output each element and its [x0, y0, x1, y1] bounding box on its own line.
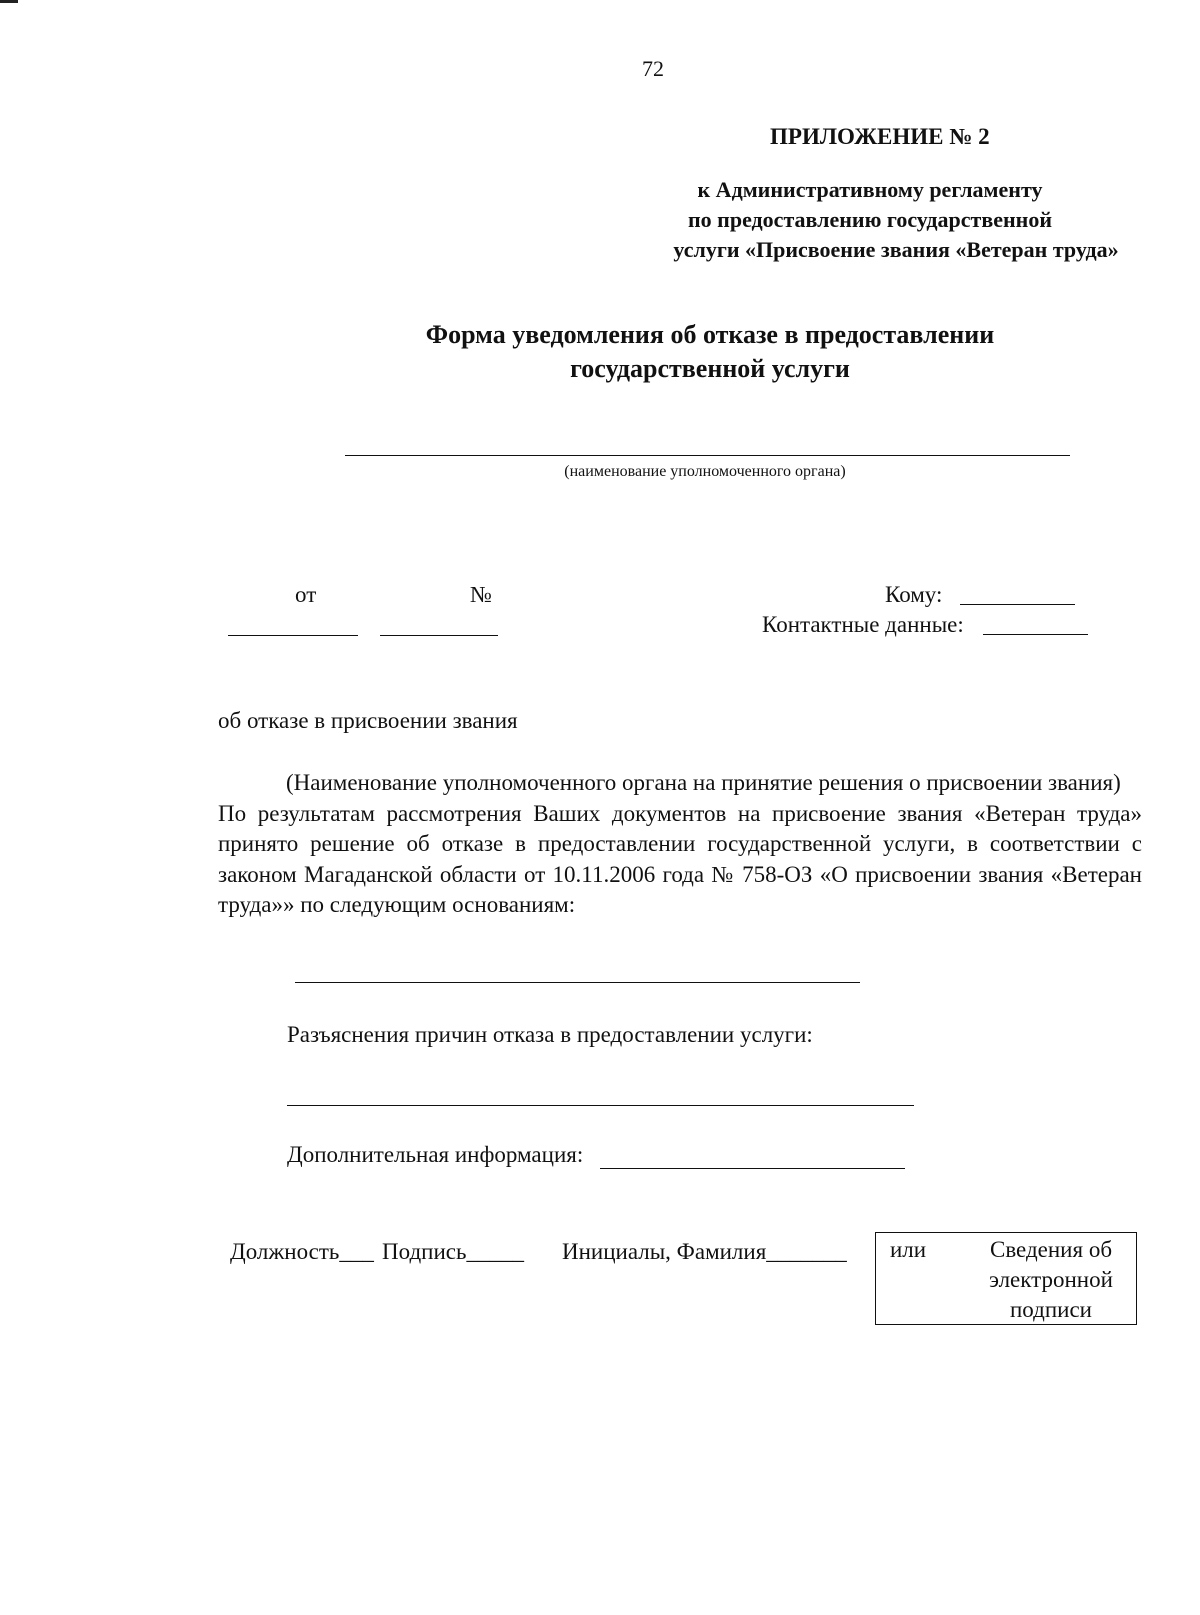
scan-corner-mark: [0, 0, 18, 3]
notice-subject: об отказе в присвоении звания: [218, 708, 518, 733]
appendix-subtitle-line: по предоставлению государственной: [687, 207, 1053, 232]
signature-field: Подпись_____: [382, 1239, 524, 1264]
authority-caption: (наименование уполномоченного органа): [564, 463, 846, 480]
date-line: [228, 635, 358, 636]
number-label: №: [470, 582, 492, 607]
date-from-label: от: [295, 582, 317, 607]
appendix-subtitle: [600, 175, 1140, 265]
appendix-subtitle-line: к Административному регламенту: [697, 177, 1043, 202]
authority-name-line: [345, 455, 1070, 456]
esign-info-line: подписи: [1010, 1297, 1092, 1322]
esign-or-label: или: [890, 1237, 927, 1262]
reasons-explanation-label: Разъяснения причин отказа в предоставлении услуги:: [287, 1022, 813, 1047]
page-number: 72: [642, 56, 664, 81]
esign-info-line: электронной: [989, 1267, 1113, 1292]
body-paragraph: По результатам рассмотрения Ваших документов на присвоение звания «Ветеран труда» принято решение об отказе в предоставлении государственной услуги, в соответствии с законом Магаданской области от 10.11.2006 года № 758-ОЗ «О присвоении звания «Ветеран труда»» по следующим основаниям:: [218, 800, 1142, 917]
contacts-line: [983, 634, 1088, 635]
recipient-line: [960, 604, 1075, 605]
position-field: Должность___: [230, 1239, 374, 1264]
electronic-signature-box: [875, 1232, 1137, 1325]
number-line: [380, 635, 498, 636]
form-title: [300, 318, 1120, 386]
notice-body: [218, 768, 1142, 921]
grounds-line: [295, 982, 860, 983]
additional-info-line: [600, 1168, 905, 1169]
form-title-line: государственной услуги: [570, 354, 850, 383]
initials-field: Инициалы, Фамилия_______: [562, 1239, 847, 1264]
additional-info-label: Дополнительная информация:: [287, 1142, 584, 1167]
appendix-subtitle-line: услуги «Присвоение звания «Ветеран труда»: [673, 237, 1119, 262]
recipient-label: Кому:: [885, 582, 943, 607]
contacts-label: Контактные данные:: [762, 612, 964, 637]
esign-info: [966, 1235, 1136, 1325]
form-title-line: Форма уведомления об отказе в предоставлении: [425, 320, 995, 349]
reasons-explanation-line: [287, 1105, 914, 1106]
appendix-title: ПРИЛОЖЕНИЕ № 2: [770, 124, 990, 149]
body-intro-line: (Наименование уполномоченного органа на принятие решения о присвоении звания): [286, 770, 1121, 795]
esign-info-line: Сведения об: [989, 1237, 1113, 1262]
